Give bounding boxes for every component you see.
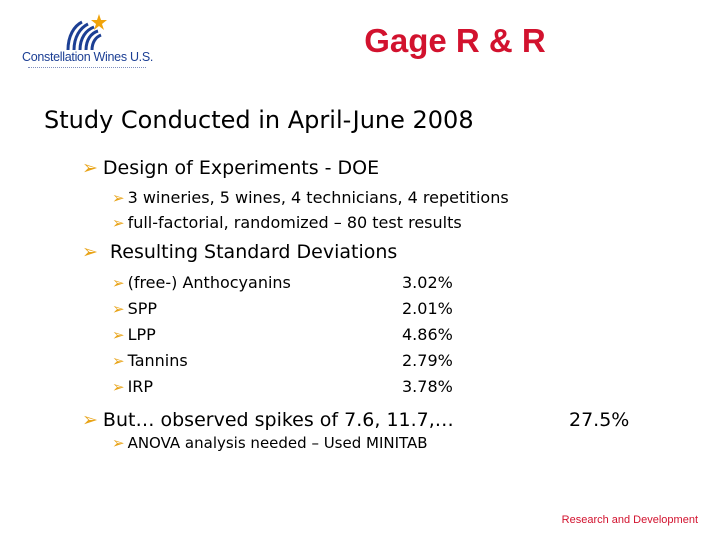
arrow-bullet-icon: ➢ — [112, 377, 125, 396]
sub-bullet — [112, 213, 462, 232]
arrow-bullet-icon: ➢ — [112, 299, 125, 318]
sub-bullet-text: ANOVA analysis needed – Used MINITAB — [127, 434, 428, 452]
std-name: LPP — [127, 325, 156, 344]
std-name: IRP — [127, 377, 154, 396]
arrow-bullet-icon: ➢ — [82, 241, 98, 263]
std-name: SPP — [127, 299, 158, 318]
logo-mark-icon — [22, 10, 152, 52]
bullet-spikes-label: But… observed spikes of 7.6, 11.7,… — [102, 409, 454, 431]
sub-bullet — [112, 188, 509, 207]
std-value: 3.02% — [402, 273, 453, 292]
bullet-doe-label: Design of Experiments - DOE — [102, 157, 380, 179]
sub-bullet-text: full-factorial, randomized – 80 test results — [127, 213, 462, 232]
logo-tagline-rule — [28, 67, 146, 71]
std-value: 4.86% — [402, 325, 453, 344]
bullet-spikes — [82, 409, 454, 431]
slide-title: Gage R & R — [364, 22, 546, 59]
bullet-std-label: Resulting Standard Deviations — [109, 241, 398, 263]
section-heading: Study Conducted in April-June 2008 — [44, 106, 474, 134]
std-row — [112, 377, 153, 396]
std-value: 3.78% — [402, 377, 453, 396]
bullet-doe — [82, 157, 379, 179]
std-value: 2.01% — [402, 299, 453, 318]
company-logo — [22, 10, 152, 76]
sub-bullet-text: 3 wineries, 5 wines, 4 technicians, 4 repetitions — [127, 188, 509, 207]
std-row — [112, 325, 156, 344]
std-row — [112, 273, 291, 292]
std-name: Tannins — [127, 351, 188, 370]
arrow-bullet-icon: ➢ — [112, 325, 125, 344]
arrow-bullet-icon: ➢ — [112, 213, 125, 232]
std-row — [112, 299, 157, 318]
footer-department: Research and Development — [561, 514, 698, 526]
std-name: (free-) Anthocyanins — [127, 273, 291, 292]
logo-wordmark: Constellation Wines U.S. — [22, 50, 154, 64]
arrow-bullet-icon: ➢ — [112, 188, 125, 207]
spike-max-value: 27.5% — [569, 409, 630, 431]
sub-bullet — [112, 434, 428, 452]
std-row — [112, 351, 188, 370]
bullet-std — [82, 241, 397, 263]
arrow-bullet-icon: ➢ — [82, 409, 98, 431]
arrow-bullet-icon: ➢ — [112, 434, 125, 452]
std-value: 2.79% — [402, 351, 453, 370]
arrow-bullet-icon: ➢ — [112, 351, 125, 370]
arrow-bullet-icon: ➢ — [112, 273, 125, 292]
arrow-bullet-icon: ➢ — [82, 157, 98, 179]
